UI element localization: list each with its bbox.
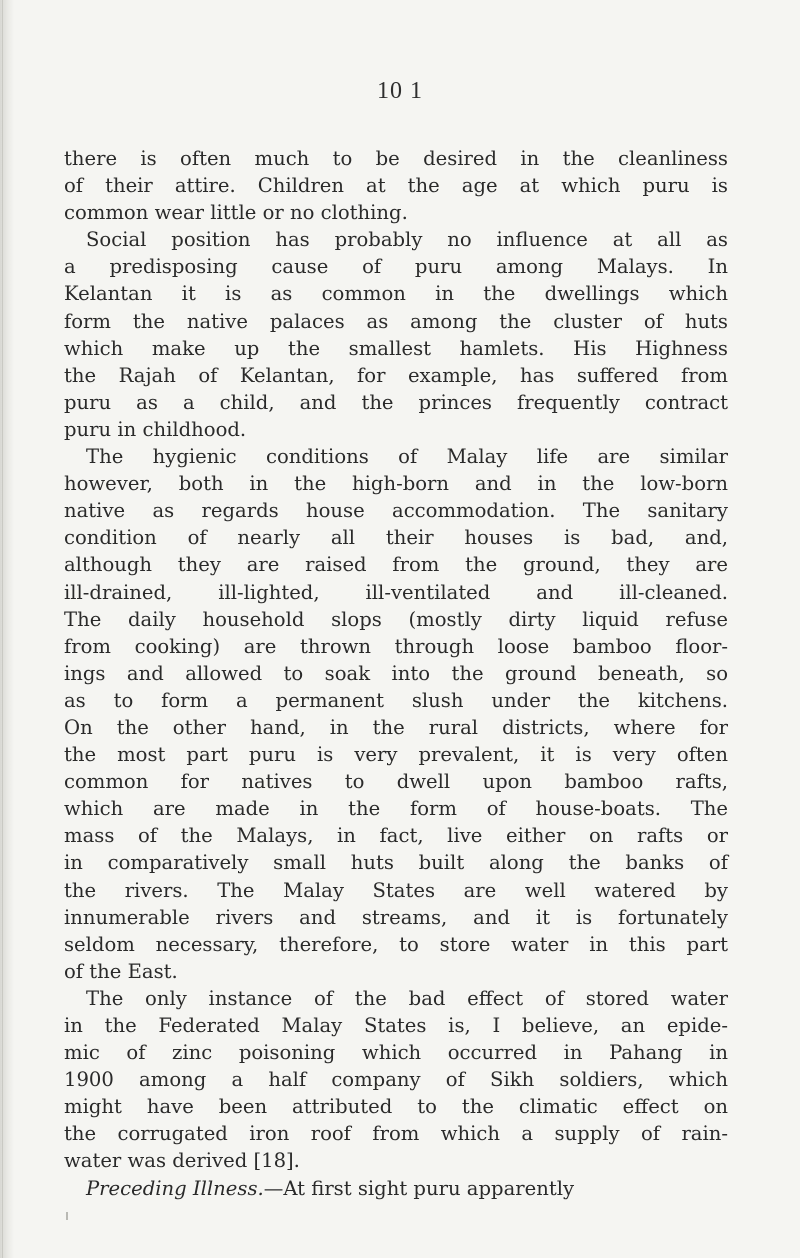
section-text: —At first sight puru apparently xyxy=(263,1176,575,1200)
text-line: mass of the Malays, in fact, live either on rafts or xyxy=(64,824,728,848)
text-line: as to form a permanent slush under the kitchens. xyxy=(64,688,728,712)
text-line-final xyxy=(64,1175,728,1202)
text-line: although they are raised from the ground, they are xyxy=(64,553,728,577)
text-line: of their attire. Children at the age at which puru is xyxy=(64,174,728,198)
text-line: The hygienic conditions of Malay life are similar xyxy=(86,445,728,469)
text-line: The daily household slops (mostly dirty liquid refuse xyxy=(64,607,728,631)
text-line: seldom necessary, therefore, to store water in this part xyxy=(64,932,728,956)
text-line: common for natives to dwell upon bamboo rafts, xyxy=(64,770,728,794)
text-line: the Rajah of Kelantan, for example, has suffered from xyxy=(64,363,728,387)
text-line: Social position has probably no influence at all as xyxy=(86,228,728,252)
text-line: 1900 among a half company of Sikh soldiers, which xyxy=(64,1068,728,1092)
text-line: which make up the smallest hamlets. His Highness xyxy=(64,336,728,360)
printing-mark xyxy=(66,1212,68,1220)
text-line: common wear little or no clothing. xyxy=(64,201,408,225)
text-line: puru as a child, and the princes frequently contract xyxy=(64,390,728,414)
text-line: in comparatively small huts built along the banks of xyxy=(64,851,728,875)
text-line: a predisposing cause of puru among Malays. In xyxy=(64,255,728,279)
text-line: water was derived [18]. xyxy=(64,1149,300,1173)
text-line: might have been attributed to the climatic effect on xyxy=(64,1095,728,1119)
text-line: On the other hand, in the rural districts, where for xyxy=(64,715,728,739)
body-text xyxy=(64,145,728,1202)
text-line: form the native palaces as among the cluster of huts xyxy=(64,309,728,333)
text-line: the most part puru is very prevalent, it is very often xyxy=(64,743,728,767)
text-line: puru in childhood. xyxy=(64,417,247,441)
text-line: however, both in the high-born and in the low-born xyxy=(64,472,728,496)
text-line: in the Federated Malay States is, I believe, an epide- xyxy=(64,1014,728,1037)
text-line: of the East. xyxy=(64,959,178,983)
text-line: The only instance of the bad effect of stored water xyxy=(86,986,728,1010)
text-line: Kelantan it is as common in the dwellings which xyxy=(64,282,728,306)
text-line: ings and allowed to soak into the ground beneath, so xyxy=(64,661,728,685)
text-line: from cooking) are thrown through loose bamboo floor- xyxy=(64,634,728,658)
section-heading: Preceding Illness. xyxy=(86,1176,264,1200)
text-line: condition of nearly all their houses is bad, and, xyxy=(64,526,728,550)
text-line: the corrugated iron roof from which a supply of rain- xyxy=(64,1122,728,1146)
text-line: native as regards house accommodation. The sanitary xyxy=(64,499,728,523)
text-line: innumerable rivers and streams, and it is fortunately xyxy=(64,905,728,929)
text-line: the rivers. The Malay States are well watered by xyxy=(64,878,728,902)
text-line: ill-drained, ill-lighted, ill-ventilated and ill-cleaned. xyxy=(64,580,728,604)
text-line: which are made in the form of house-boats. The xyxy=(64,797,728,821)
page-number: 10 1 xyxy=(377,78,423,104)
text-line: there is often much to be desired in the cleanliness xyxy=(64,147,728,170)
text-line: mic of zinc poisoning which occurred in Pahang in xyxy=(64,1041,728,1065)
page-binding-edge xyxy=(0,0,14,1258)
